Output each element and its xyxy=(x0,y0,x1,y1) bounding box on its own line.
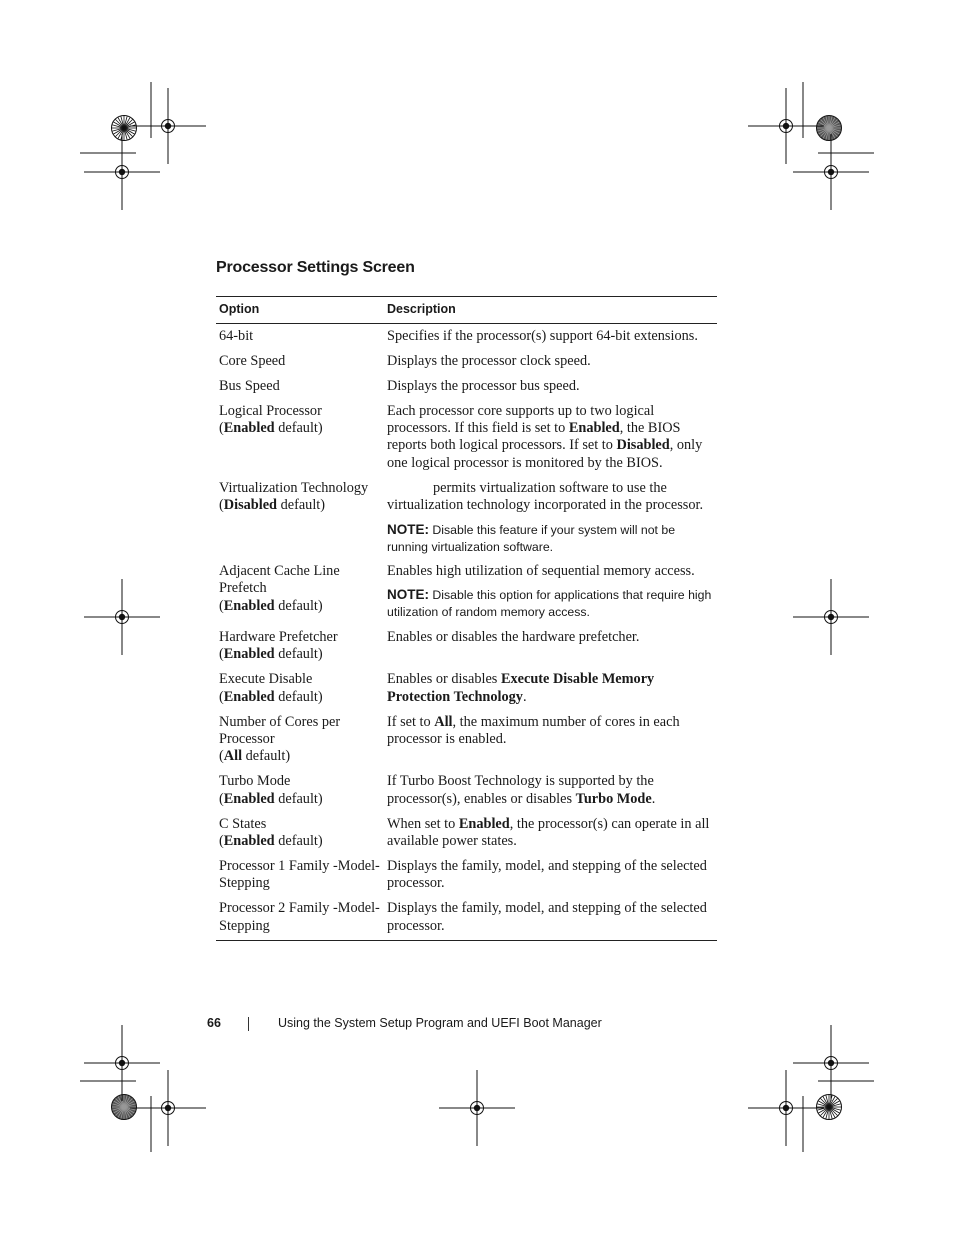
description-cell xyxy=(384,349,717,374)
description-text: . xyxy=(522,688,527,705)
description-cell xyxy=(384,625,717,667)
footer-separator xyxy=(248,1017,249,1031)
option-name: Virtualization Technology xyxy=(219,479,369,496)
default-paren: ( xyxy=(219,497,224,514)
description-cell xyxy=(384,560,717,626)
description-text: If set to xyxy=(387,713,435,730)
description-cell xyxy=(384,399,717,476)
description-cell xyxy=(384,668,717,710)
option-name: Number of Cores per Processor xyxy=(219,713,341,747)
table-row xyxy=(216,476,717,559)
option-cell xyxy=(216,668,384,710)
description-text: . xyxy=(651,790,656,807)
default-paren: ( xyxy=(219,420,224,437)
option-cell xyxy=(216,560,384,626)
default-paren: ( xyxy=(219,688,224,705)
description-text: , the processor(s) can operate in all available power states. xyxy=(387,815,710,850)
description-text: Displays the processor bus speed. xyxy=(387,377,580,394)
description-cell xyxy=(384,324,717,349)
table-row xyxy=(216,374,717,399)
default-suffix: default) xyxy=(274,646,323,663)
running-footer-title: Using the System Setup Program and UEFI Boot Manager xyxy=(278,1016,602,1030)
option-cell xyxy=(216,476,384,559)
option-name: Execute Disable xyxy=(219,671,313,688)
processor-settings-table xyxy=(216,296,717,941)
note-label: NOTE: xyxy=(387,587,429,603)
option-name: Processor 1 Family -Model-Stepping xyxy=(219,857,380,892)
description-text: , the maximum number of cores in each processor is enabled. xyxy=(387,713,680,747)
table-row xyxy=(216,399,717,476)
table-row xyxy=(216,324,717,349)
note xyxy=(387,586,714,621)
default-value: Enabled xyxy=(223,790,275,807)
table-row xyxy=(216,625,717,667)
description-cell xyxy=(384,897,717,941)
option-cell xyxy=(216,625,384,667)
table-row xyxy=(216,897,717,941)
option-name: Adjacent Cache Line Prefetch xyxy=(219,563,340,597)
description-cell xyxy=(384,812,717,854)
option-name: 64-bit xyxy=(219,327,254,344)
default-value: All xyxy=(223,748,243,765)
default-value: Disabled xyxy=(223,497,277,514)
option-name: Turbo Mode xyxy=(219,773,291,790)
default-paren: ( xyxy=(219,833,224,850)
option-name: C States xyxy=(219,815,267,832)
description-cell xyxy=(384,374,717,399)
option-column-header: Option xyxy=(216,297,384,324)
description-text: Specifies if the processor(s) support 64-bit extensions. xyxy=(387,327,698,344)
table-header-row xyxy=(216,297,717,324)
description-text: Displays the family, model, and stepping of the selected processor. xyxy=(387,900,707,934)
table-row xyxy=(216,560,717,626)
default-suffix: default) xyxy=(274,688,323,705)
note-label: NOTE: xyxy=(387,521,429,537)
default-paren: ( xyxy=(219,646,224,663)
option-cell xyxy=(216,854,384,896)
description-cell xyxy=(384,854,717,896)
option-cell xyxy=(216,349,384,374)
description-text: , the BIOS reports both logical processors. If set to xyxy=(387,420,681,454)
default-suffix: default) xyxy=(274,833,323,850)
description-cell xyxy=(384,770,717,812)
option-name: Core Speed xyxy=(219,352,286,369)
option-cell xyxy=(216,710,384,770)
default-suffix: default) xyxy=(274,790,323,807)
page-number: 66 xyxy=(207,1016,221,1030)
option-cell xyxy=(216,399,384,476)
description-term: Disabled xyxy=(616,437,670,454)
description-text: Displays the family, model, and stepping of the selected processor. xyxy=(387,857,707,892)
default-suffix: default) xyxy=(277,497,326,514)
option-cell xyxy=(216,812,384,854)
description-text: Enables or disables xyxy=(387,671,501,688)
default-paren: ( xyxy=(219,748,224,765)
description-text: Each processor core supports up to two logical processors. If this field is set to xyxy=(387,402,655,437)
description-text: If Turbo Boost Technology is supported by the processor(s), enables or disables xyxy=(387,773,654,807)
description-text: , only one logical processor is monitored by the BIOS. xyxy=(387,437,703,471)
description-text: When set to xyxy=(387,815,459,832)
option-cell xyxy=(216,324,384,349)
option-name: Bus Speed xyxy=(219,377,280,394)
description-term: Execute Disable Memory Protection Technology xyxy=(387,671,655,705)
default-suffix: default) xyxy=(274,597,323,614)
option-cell xyxy=(216,897,384,941)
table-row xyxy=(216,349,717,374)
table-row xyxy=(216,854,717,896)
default-value: Enabled xyxy=(223,646,275,663)
description-text: permits virtualization software to use the virtualization technology incorporated in the processor. xyxy=(387,479,704,514)
note xyxy=(387,521,714,556)
description-term: Enabled xyxy=(568,420,620,437)
option-name: Logical Processor xyxy=(219,402,322,419)
description-term: Turbo Mode xyxy=(575,790,652,807)
option-name: Hardware Prefetcher xyxy=(219,628,338,645)
section-title: Processor Settings Screen xyxy=(216,259,415,276)
option-name: Processor 2 Family -Model-Stepping xyxy=(219,900,380,934)
description-term: All xyxy=(434,713,453,730)
note-text: Disable this option for applications that require high utilization of random memory access. xyxy=(387,588,712,620)
table-row xyxy=(216,668,717,710)
description-cell xyxy=(384,476,717,559)
note-text: Disable this feature if your system will not be running virtualization software. xyxy=(387,522,676,554)
description-cell xyxy=(384,710,717,770)
table-row xyxy=(216,710,717,770)
option-cell xyxy=(216,374,384,399)
description-column-header: Description xyxy=(384,297,717,324)
default-suffix: default) xyxy=(274,420,323,437)
default-value: Enabled xyxy=(223,420,275,437)
description-term: Enabled xyxy=(458,815,510,832)
default-value: Enabled xyxy=(223,597,275,614)
default-suffix: default) xyxy=(242,748,291,765)
description-text: Enables or disables the hardware prefetcher. xyxy=(387,628,640,645)
default-value: Enabled xyxy=(223,833,275,850)
description-text: Enables high utilization of sequential memory access. xyxy=(387,563,695,580)
default-paren: ( xyxy=(219,790,224,807)
default-paren: ( xyxy=(219,597,224,614)
option-cell xyxy=(216,770,384,812)
table-row xyxy=(216,812,717,854)
table-row xyxy=(216,770,717,812)
default-value: Enabled xyxy=(223,688,275,705)
description-text: Displays the processor clock speed. xyxy=(387,352,591,369)
